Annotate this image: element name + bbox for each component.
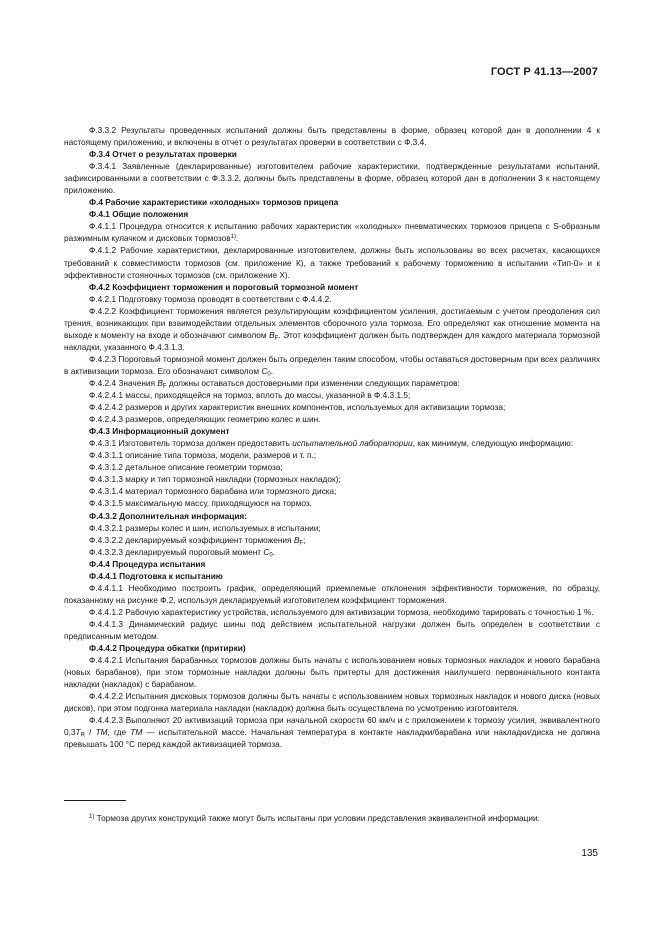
clause-text: Ф.4.2.4 Значения (89, 377, 158, 388)
clause-text: Ф.4.3.1 Изготовитель тормоза должен предоставить (89, 438, 293, 449)
clause-text: . (270, 365, 273, 376)
clause-text: — испытательной массе. Начальная температура в контакте накладки/барабана или накладки/диска не должна превышать 100 °С перед каждой активизацией тормоза. (64, 727, 600, 750)
clause-text: должны оставаться достоверными при изменении следующих параметров: (166, 377, 460, 388)
clause-text: , где (107, 727, 131, 738)
heading-f4-2: Ф.4.2 Коэффициент торможения и пороговый тормозной момент (89, 281, 359, 292)
clause-text: Ф.4.1.1 Процедура относится к испытанию рабочих характеристик «холодных» пневматических тормозов прицепа с S-образным разжимным кулачком и дисковых тормозов (64, 221, 600, 244)
symbol-subscript: F (274, 335, 279, 342)
heading-f4-4-2: Ф.4.4.2 Процедура обкатки (притирки) (89, 643, 246, 654)
clause-f4-4-2-1: Ф.4.4.2.1 Испытания барабанных тормозов должны быть начаты с использованием новых тормозных накладок и нового барабана (новых барабанов), при этом тормозные накладки должны быть притерты для достижения наилучшего первоначального контакта накладки (накладок) с барабаном. (64, 655, 600, 690)
clause-f4-4-2-3 (64, 714, 600, 750)
footnote-mark: 1) (89, 814, 95, 820)
clause-f4-2-1: Ф.4.2.1 Подготовку тормоза проводят в соответствии с Ф.4.4.2. (89, 293, 332, 304)
heading-f4-1: Ф.4.1 Общие положения (89, 209, 189, 220)
clause-f4-3-1 (64, 437, 600, 449)
clause-text: , как минимум, следующую информацию: (412, 438, 574, 449)
clause-f4-2-4-2: Ф.4.2.4.2 размеров и других характеристик внешних компонентов, используемых для активизации тормоза; (89, 402, 506, 413)
clause-text: Ф.4.2.2 Коэффициент торможения является результирующим коэффициентом усиления, достигаемым с учетом преодоления сил трения, возникающих при взаимодействии отдельных элементов сборочного узла тормоза. Его определяют как отношение момента на выходе к моменту на входе и обозначают символом (64, 305, 600, 340)
clause-text: / (84, 727, 96, 738)
clause-text: . Этот коэффициент должен быть подтвержден для каждого материала тормозной накладки, указанного Ф.4.3.1.3. (64, 329, 600, 352)
clause-f4-3-2-1: Ф.4.3.2.1 размеры колес и шин, используемых в испытании; (89, 522, 321, 533)
clause-f4-1-2: Ф.4.1.2 Рабочие характеристики, декларированные изготовителем, должны быть использованы во всех расчетах, касающихся требований к совместимости тормозов (см. приложение К), а также требований к рабочему торможению в испытании «Тип-0» и к эффективности стояночных тормозов (см. приложение Х). (64, 245, 600, 280)
clause-f4-2-4 (64, 377, 600, 389)
emphasis: испытательной лаборатории (292, 438, 413, 449)
clause-f4-4-1-1: Ф.4.4.1.1 Необходимо построить график, определяющий приемлемые отклонения эффективности торможения, по образцу, показанному на рисунке Ф.2, используя декларируемый изготовителем коэффициент торможения. (64, 582, 600, 605)
clause-f3-4-1: Ф.3.4.1 Заявленные (декларированные) изготовителем рабочие характеристики, подтвержденные результатами испытаний, зафиксированными в соответствии с Ф.3.3.2, должны быть представлены в форме, образец которой дан в дополнении 3 к настоящему приложению. (64, 161, 600, 196)
clause-f4-2-4-3: Ф.4.2.4.3 размеров, определяющих геометрию колес и шин. (89, 414, 321, 425)
symbol: TM (130, 727, 143, 738)
symbol-subscript: R (80, 732, 85, 739)
clause-f4-3-1-5: Ф.4.3.1.5 максимальную массу, приходящуюся на тормоз. (89, 498, 312, 509)
clause-f4-4-1-3: Ф.4.4.1.3 Динамический радиус шины под действием испытательной нагрузки должен быть определен в соответствии с предписанным методом. (64, 618, 600, 641)
clause-f4-3-1-1: Ф.4.3.1.1 описание типа тормоза, модели, размеров и т. п.; (89, 450, 317, 461)
clause-text: Ф.4.3.2.3 декларируемый пороговый момент (89, 546, 264, 557)
clause-f4-2-4-1: Ф.4.2.4.1 массы, приходящейся на тормоз, вплоть до массы, указанной в Ф.4.3.1.5; (89, 390, 411, 401)
symbol: C (263, 546, 270, 557)
heading-f3-4: Ф.3.4 Отчет о результатах проверки (89, 149, 237, 160)
clause-f4-3-2-3 (64, 546, 600, 558)
clause-f4-2-2 (64, 305, 600, 353)
heading-f4-3-2: Ф.4.3.2 Дополнительная информация: (89, 510, 248, 521)
document-body (64, 124, 600, 750)
clause-text: . (272, 546, 276, 557)
footnote (64, 812, 600, 824)
heading-f4-4-1: Ф.4.4.1 Подготовка к испытанию (89, 570, 223, 581)
heading-f4-4: Ф.4.4 Процедура испытания (89, 558, 206, 569)
clause-f4-3-1-4: Ф.4.3.1.4 материал тормозного барабана или тормозного диска; (89, 486, 337, 497)
footnote-divider (64, 800, 126, 801)
heading-f4: Ф.4 Рабочие характеристики «холодных» тормозов прицепа (89, 197, 339, 208)
symbol: B (269, 329, 275, 340)
clause-f4-3-1-3: Ф.4.3.1.3 марку и тип тормозной накладки (тормозных накладок); (89, 474, 341, 485)
clause-f3-3-2: Ф.3.3.2 Результаты проведенных испытаний должны быть представлены в форме, образец которой дан в дополнении 4 к настоящему приложению, и включены в отчет о результатах проверки в соответствии с Ф.3.4. (64, 125, 600, 148)
symbol-subscript: F (162, 383, 167, 390)
footnote-text: Тормоза других конструкций также могут быть испытаны при условии представления эквивалентной информации. (94, 813, 540, 823)
clause-f4-4-1-2: Ф.4.4.1.2 Рабочую характеристику устройства, используемого для активизации тормоза, необходимо тарировать с точностью 1 %. (89, 606, 594, 617)
clause-text: Ф.4.4.2.3 Выполняют 20 активизаций тормоза при начальной скорости 60 км/ч и с приложением к тормозу усилия, эквивалентного 0,3 (64, 715, 600, 738)
clause-text: ; (303, 534, 306, 545)
clause-text: . (235, 233, 239, 244)
symbol-subscript: F (299, 540, 304, 547)
symbol-subscript: 0 (267, 371, 271, 378)
clause-text: Ф.4.3.2.2 декларируемый коэффициент торможения (89, 534, 294, 545)
symbol: C (261, 365, 268, 376)
symbol: B (293, 534, 300, 545)
clause-f4-3-2-2 (64, 534, 600, 546)
footnote-ref: 1) (230, 234, 236, 241)
clause-f4-4-2-2: Ф.4.4.2.2 Испытания дисковых тормозов должны быть начаты с использованием новых тормозных накладок и нового диска (новых дисков), при этом подгонка материала накладки (накладок) должна быть осуществлена по усмотрению изготовителя. (64, 691, 600, 714)
symbol: B (157, 377, 163, 388)
clause-text: Ф.4.2.3 Пороговый тормозной момент должен быть определен таким способом, чтобы оставаться достоверным при всех различиях в активизации тормоза. Его обозначают символом (64, 353, 600, 376)
document-header: ГОСТ Р 41.13—2007 (490, 66, 598, 78)
symbol: TM (95, 727, 108, 738)
symbol: T (75, 727, 81, 738)
symbol-subscript: 0 (269, 552, 273, 559)
clause-f4-3-1-2: Ф.4.3.1.2 детальное описание геометрии тормоза; (89, 462, 283, 473)
page-number: 135 (581, 848, 598, 859)
clause-f4-2-3 (64, 353, 600, 377)
heading-f4-3: Ф.4.3 Информационный документ (89, 426, 230, 437)
clause-f4-1-1 (64, 220, 600, 244)
